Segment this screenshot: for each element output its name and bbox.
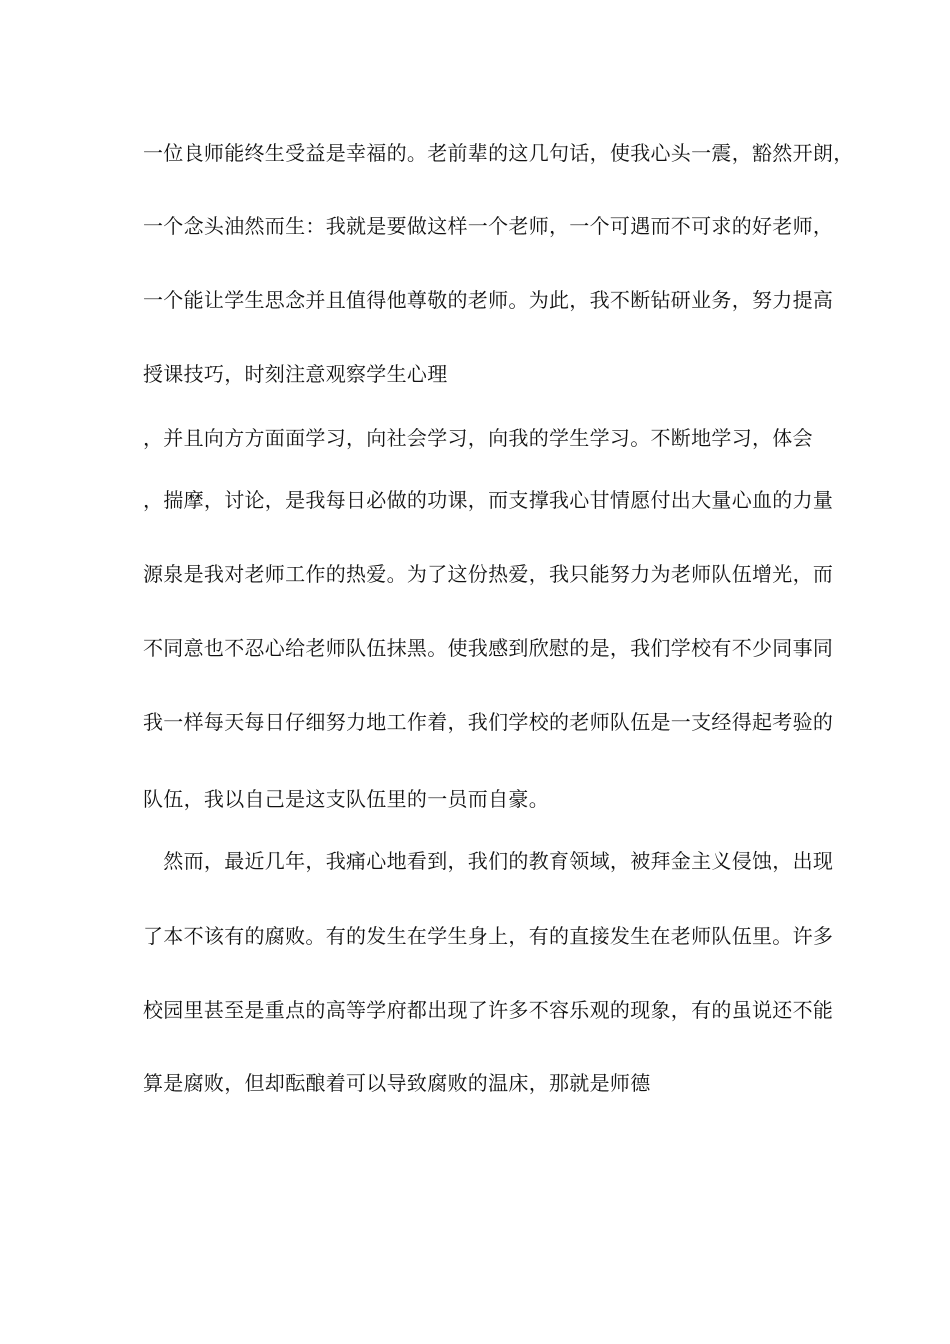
text-line: 了本不该有的腐败。有的发生在学生身上，有的直接发生在老师队伍里。许多: [143, 924, 834, 948]
text-line: 我一样每天每日仔细努力地工作着，我们学校的老师队伍是一支经得起考验的: [143, 710, 834, 734]
text-line: 校园里甚至是重点的高等学府都出现了许多不容乐观的现象，有的虽说还不能: [143, 998, 834, 1022]
text-line: 一个能让学生思念并且值得他尊敬的老师。为此，我不断钻研业务，努力提高: [143, 288, 834, 312]
text-line: ，揣摩，讨论，是我每日必做的功课，而支撑我心甘情愿付出大量心血的力量: [143, 488, 834, 512]
text-line: 源泉是我对老师工作的热爱。为了这份热爱，我只能努力为老师队伍增光，而: [143, 562, 834, 586]
text-line: 队伍，我以自己是这支队伍里的一员而自豪。: [143, 787, 549, 811]
text-line: ，并且向方方面面学习，向社会学习，向我的学生学习。不断地学习，体会: [143, 426, 813, 450]
text-line: 算是腐败，但却酝酿着可以导致腐败的温床，那就是师德: [143, 1071, 651, 1095]
text-line: 不同意也不忍心给老师队伍抹黑。使我感到欣慰的是，我们学校有不少同事同: [143, 636, 834, 660]
text-line: 然而，最近几年，我痛心地看到，我们的教育领域，被拜金主义侵蚀，出现: [143, 849, 834, 873]
text-line: 一位良师能终生受益是幸福的。老前辈的这几句话，使我心头一震，豁然开朗，: [143, 141, 854, 165]
text-line: 授课技巧，时刻注意观察学生心理: [143, 362, 448, 386]
text-line: 一个念头油然而生：我就是要做这样一个老师，一个可遇而不可求的好老师，: [143, 214, 834, 238]
